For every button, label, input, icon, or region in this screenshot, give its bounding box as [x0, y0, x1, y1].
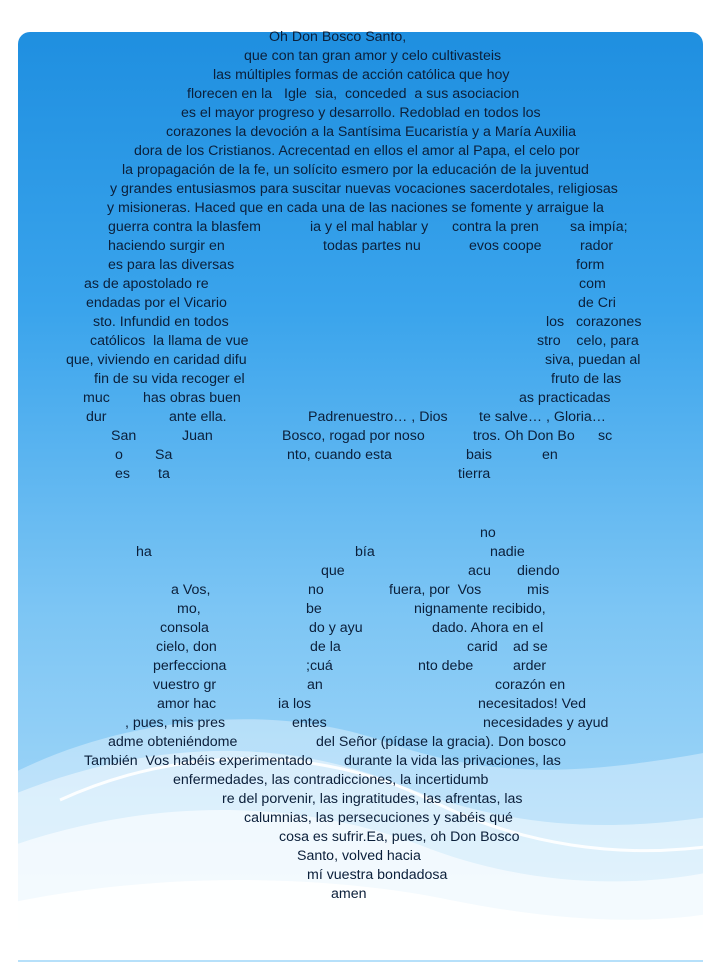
- poem-line-8-segment-1: la propagación de la fe, un solícito esmero por la educación de la juventud: [122, 162, 589, 178]
- poem-line-33-segment-1: vuestro gr: [153, 677, 217, 693]
- poem-line-27-segment-3: diendo: [517, 563, 560, 579]
- poem-line-4-segment-1: florecen en la Igle: [187, 86, 307, 102]
- poem-line-12-segment-1: haciendo surgir en: [108, 238, 225, 254]
- poem-line-22-segment-5: sc: [598, 428, 613, 444]
- poem-line-27-segment-2: acu: [468, 563, 491, 579]
- poem-line-41-segment-1: cosa es sufrir.Ea, pues, oh Don Bosco: [279, 829, 520, 845]
- poem-line-32-segment-4: arder: [513, 658, 547, 674]
- poem-line-10-segment-1: y misioneras. Haced que en cada una de las naciones se fomente y arraigue la: [107, 200, 604, 216]
- poem-line-17-segment-2: stro celo, para: [537, 333, 639, 349]
- poem-line-20-segment-3: as practicadas: [519, 390, 611, 406]
- poem-line-33-segment-2: an: [307, 677, 323, 693]
- poem-line-34-segment-2: ia los: [278, 696, 312, 712]
- poem-line-29-segment-1: mo,: [177, 601, 201, 617]
- poem-line-11-segment-2: ia y el mal hablar y: [310, 219, 429, 235]
- poem-line-11-segment-3: contra la pren: [452, 219, 539, 235]
- poem-line-17-segment-1: católicos la llama de vue: [90, 333, 249, 349]
- poem-line-2-segment-1: que con tan gran amor y celo cultivasteis: [244, 48, 502, 64]
- poem-line-32-segment-1: perfecciona: [153, 658, 227, 674]
- poem-line-15-segment-2: de Cri: [578, 295, 616, 311]
- poem-line-1-segment-1: Oh Don Bosco Santo,: [269, 29, 407, 45]
- poem-line-28-segment-4: mis: [527, 582, 550, 598]
- poem-line-22-segment-1: San: [111, 428, 137, 444]
- poem-line-18-segment-1: que, viviendo en caridad difu: [66, 352, 247, 368]
- poem-line-25-segment-1: no: [480, 525, 496, 541]
- poem-line-31-segment-4: ad se: [513, 639, 548, 655]
- poem-line-37-segment-1: También Vos habéis experimentado: [84, 753, 313, 769]
- poem-line-14-segment-1: as de apostolado re: [84, 276, 209, 292]
- poem-line-27-segment-1: que: [321, 563, 345, 579]
- poem-line-23-segment-3: nto, cuando esta: [287, 447, 392, 463]
- poem-line-22-segment-2: Juan: [182, 428, 213, 444]
- poem-line-35-segment-3: necesidades y ayud: [483, 715, 609, 731]
- poem-line-18-segment-2: siva, puedan al: [545, 352, 641, 368]
- poem-line-35-segment-2: entes: [292, 715, 327, 731]
- poem-line-20-segment-1: muc: [83, 390, 110, 406]
- poem-line-20-segment-2: has obras buen: [143, 390, 241, 406]
- poem-line-21-segment-2: ante ella.: [169, 409, 227, 425]
- poem-line-33-segment-3: corazón en: [495, 677, 566, 693]
- poem-line-32-segment-2: ;cuá: [306, 658, 333, 674]
- poem-line-31-segment-3: carid: [467, 639, 498, 655]
- poem-line-24-segment-1: es: [115, 466, 130, 482]
- poem-line-12-segment-2: todas partes nu: [323, 238, 421, 254]
- poem-line-3-segment-1: las múltiples formas de acción católica que hoy: [213, 67, 510, 83]
- poem-line-24-segment-3: tierra: [458, 466, 491, 482]
- poem-line-5-segment-1: es el mayor progreso y desarrollo. Redoblad en todos los: [181, 105, 541, 121]
- poem-line-23-segment-2: Sa: [155, 447, 173, 463]
- poem-line-22-segment-3: Bosco, rogad por noso: [282, 428, 425, 444]
- poem-line-28-segment-3: fuera, por Vos: [389, 582, 482, 598]
- poem-line-26-segment-2: bía: [355, 544, 375, 560]
- poem-line-15-segment-1: endadas por el Vicario: [86, 295, 227, 311]
- poem-line-43-segment-1: mí vuestra bondadosa: [307, 867, 448, 883]
- poem-line-24-segment-2: ta: [158, 466, 170, 482]
- poem-line-12-segment-4: rador: [580, 238, 614, 254]
- poem-line-39-segment-1: re del porvenir, las ingratitudes, las afrentas, las: [222, 791, 523, 807]
- poem-line-13-segment-1: es para las diversas: [108, 257, 235, 273]
- poem-line-42-segment-1: Santo, volved hacia: [297, 848, 421, 864]
- poem-line-44-segment-1: amen: [331, 886, 367, 902]
- poem-line-28-segment-2: no: [308, 582, 324, 598]
- poem-line-29-segment-3: nignamente recibido,: [414, 601, 546, 617]
- poem-line-16-segment-2: los corazones: [546, 314, 642, 330]
- poem-line-7-segment-1: dora de los Cristianos. Acrecentad en ellos el amor al Papa, el celo por: [134, 143, 580, 159]
- poem-line-36-segment-1: adme obteniéndome: [108, 734, 238, 750]
- poem-line-29-segment-2: be: [306, 601, 322, 617]
- poem-line-19-segment-2: fruto de las: [551, 371, 622, 387]
- poem-line-38-segment-1: enfermedades, las contradicciones, la incertidumb: [173, 772, 489, 788]
- poem-line-37-segment-2: durante la vida las privaciones, las: [344, 753, 561, 769]
- poem-line-30-segment-3: dado. Ahora en el: [432, 620, 544, 636]
- poem-line-34-segment-3: necesitados! Ved: [478, 696, 587, 712]
- poem-line-32-segment-3: nto debe: [418, 658, 474, 674]
- poem-line-21-segment-4: te salve… , Gloria…: [479, 409, 606, 425]
- poem-line-19-segment-1: fin de su vida recoger el: [94, 371, 245, 387]
- poem-line-35-segment-1: , pues, mis pres: [125, 715, 226, 731]
- poem-line-34-segment-1: amor hac: [157, 696, 217, 712]
- poem-line-11-segment-4: sa impía;: [570, 219, 628, 235]
- poem-line-31-segment-1: cielo, don: [156, 639, 217, 655]
- poem-line-23-segment-4: bais: [466, 447, 493, 463]
- poem-line-12-segment-3: evos coope: [469, 238, 542, 254]
- poem-line-26-segment-3: nadie: [490, 544, 525, 560]
- poem-line-16-segment-1: sto. Infundid en todos: [93, 314, 229, 330]
- poem-line-28-segment-1: a Vos,: [171, 582, 211, 598]
- poem-line-9-segment-1: y grandes entusiasmos para suscitar nuevas vocaciones sacerdotales, religiosas: [110, 181, 618, 197]
- poem-line-26-segment-1: ha: [136, 544, 152, 560]
- poem-line-23-segment-1: o: [115, 447, 123, 463]
- poem-line-36-segment-2: del Señor (pídase la gracia). Don bosco: [316, 734, 566, 750]
- poem-line-23-segment-5: en: [542, 447, 558, 463]
- poem-line-11-segment-1: guerra contra la blasfem: [108, 219, 261, 235]
- poem-line-4-segment-2: sia, conceded a sus asociacion: [315, 86, 520, 102]
- poem-line-31-segment-2: de la: [310, 639, 341, 655]
- poem-line-30-segment-1: consola: [160, 620, 209, 636]
- poem-line-30-segment-2: do y ayu: [309, 620, 363, 636]
- poem-line-14-segment-2: com: [579, 276, 606, 292]
- poem-line-13-segment-2: form: [576, 257, 605, 273]
- poem-line-6-segment-1: corazones la devoción a la Santísima Eucaristía y a María Auxilia: [166, 124, 577, 140]
- poem-line-21-segment-3: Padrenuestro… , Dios: [308, 409, 448, 425]
- poem-line-22-segment-4: tros. Oh Don Bo: [473, 428, 575, 444]
- poem-line-40-segment-1: calumnias, las persecuciones y sabéis qué: [244, 810, 513, 826]
- poem-line-21-segment-1: dur: [86, 409, 107, 425]
